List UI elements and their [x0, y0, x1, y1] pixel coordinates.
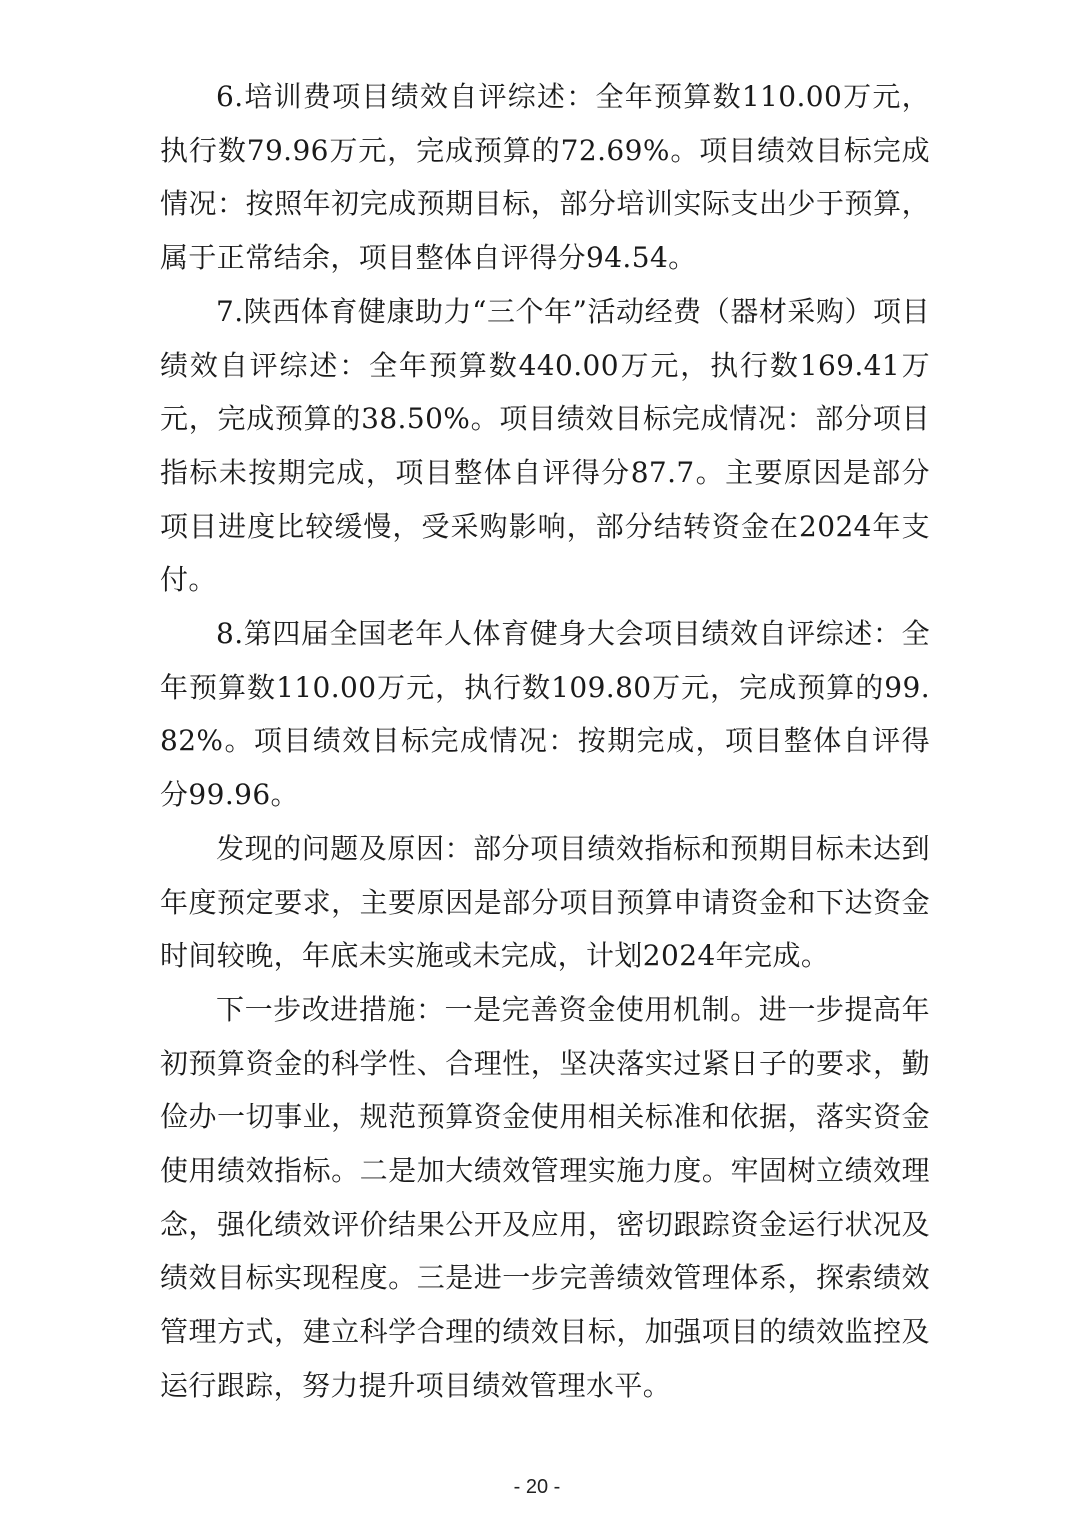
- page-number: - 20 -: [513, 1476, 561, 1498]
- paragraph-improvement-measures: 下一步改进措施：一是完善资金使用机制。进一步提高年初预算资金的科学性、合理性，坚决落实过紧日子的要求，勤俭办一切事业，规范预算资金使用相关标准和依据，落实资金使用绩效指标。二是加大绩效管理实施力度。牢固树立绩效理念，强化绩效评价结果公开及应用，密切跟踪资金运行状况及绩效目标实现程度。三是进一步完善绩效管理体系，探索绩效管理方式，建立科学合理的绩效目标，加强项目的绩效监控及运行跟踪，努力提升项目绩效管理水平。: [160, 992, 930, 1402]
- paragraph-shaanxi-sports-health: 7.陕西体育健康助力“三个年”活动经费（器材采购）项目绩效自评综述：全年预算数440.00万元，执行数169.41万元，完成预算的38.50%。项目绩效目标完成情况：部分项目指标未按期完成，项目整体自评得分87.7。主要原因是部分项目进度比较缓慢，受采购影响，部分结转资金在2024年支付。: [160, 294, 930, 597]
- document-body: [160, 70, 930, 1413]
- paragraph-training-fee: 6.培训费项目绩效自评综述：全年预算数110.00万元，执行数79.96万元，完成预算的72.69%。项目绩效目标完成情况：按照年初完成预期目标，部分培训实际支出少于预算，属于正常结余，项目整体自评得分94.54。: [160, 80, 930, 275]
- paragraph-problems-and-causes: 发现的问题及原因：部分项目绩效指标和预期目标未达到年度预定要求，主要原因是部分项目预算申请资金和下达资金时间较晚，年底未实施或未完成，计划2024年完成。: [160, 831, 930, 973]
- paragraph-elderly-fitness-games: 8.第四届全国老年人体育健身大会项目绩效自评综述：全年预算数110.00万元，执行数109.80万元，完成预算的99.82%。项目绩效目标完成情况：按期完成，项目整体自评得分99.96。: [160, 617, 930, 812]
